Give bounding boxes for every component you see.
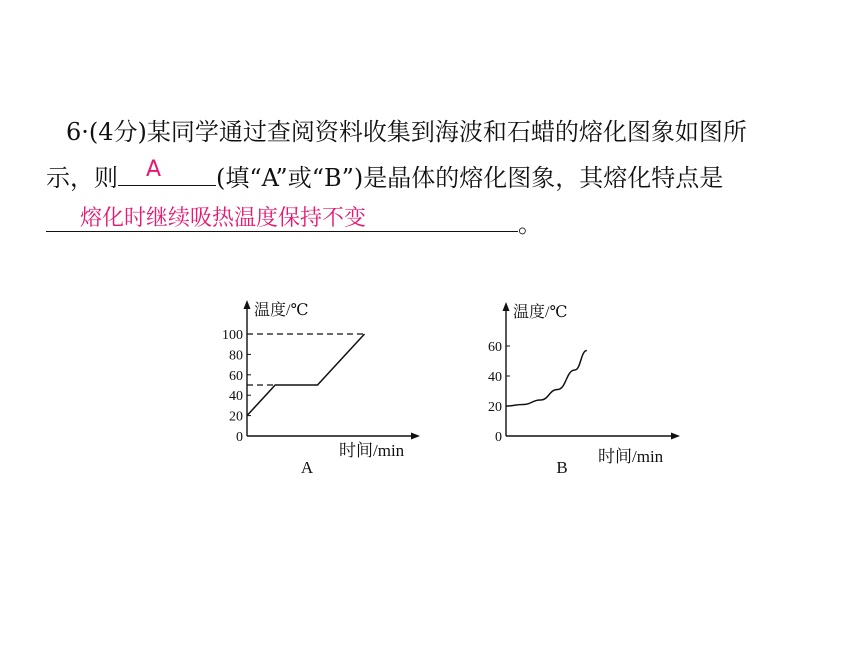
y-axis-arrow: [244, 300, 251, 309]
answer-2: 熔化时继续吸热温度保持不变: [80, 206, 367, 231]
series-line: [506, 351, 587, 407]
y-tick-label: 60: [229, 368, 243, 384]
series-line: [247, 334, 365, 416]
y-tick-label: 20: [229, 409, 243, 425]
question-text: 示，则: [46, 164, 118, 192]
y-tick-label: 0: [236, 430, 243, 445]
question-text: 。: [518, 210, 542, 238]
y-tick-label: 0: [495, 430, 502, 445]
y-tick-label: 20: [488, 400, 502, 415]
y-axis-label: 温度/℃: [513, 304, 568, 321]
y-axis-arrow: [503, 302, 510, 311]
question-text: (填“A”或“B”)是晶体的熔化图象，其熔化特点是: [216, 164, 724, 192]
chart-caption: A: [300, 458, 314, 477]
y-tick-label: 40: [488, 370, 502, 385]
y-tick-label: 100: [222, 328, 243, 343]
x-axis-arrow: [411, 433, 420, 440]
x-axis-label: 时间/min: [598, 447, 664, 466]
x-axis-arrow: [671, 433, 680, 440]
y-tick-label: 40: [229, 389, 243, 405]
x-axis-label: 时间/min: [339, 441, 405, 460]
answer-1: A: [146, 157, 162, 182]
chart-caption: B: [556, 458, 568, 477]
y-axis-label: 温度/℃: [254, 302, 309, 319]
y-tick-label: 80: [229, 348, 243, 364]
y-tick-label: 60: [488, 340, 502, 355]
question-text: 6·(4分)某同学通过查阅资料收集到海波和石蜡的熔化图象如图所: [66, 118, 747, 146]
